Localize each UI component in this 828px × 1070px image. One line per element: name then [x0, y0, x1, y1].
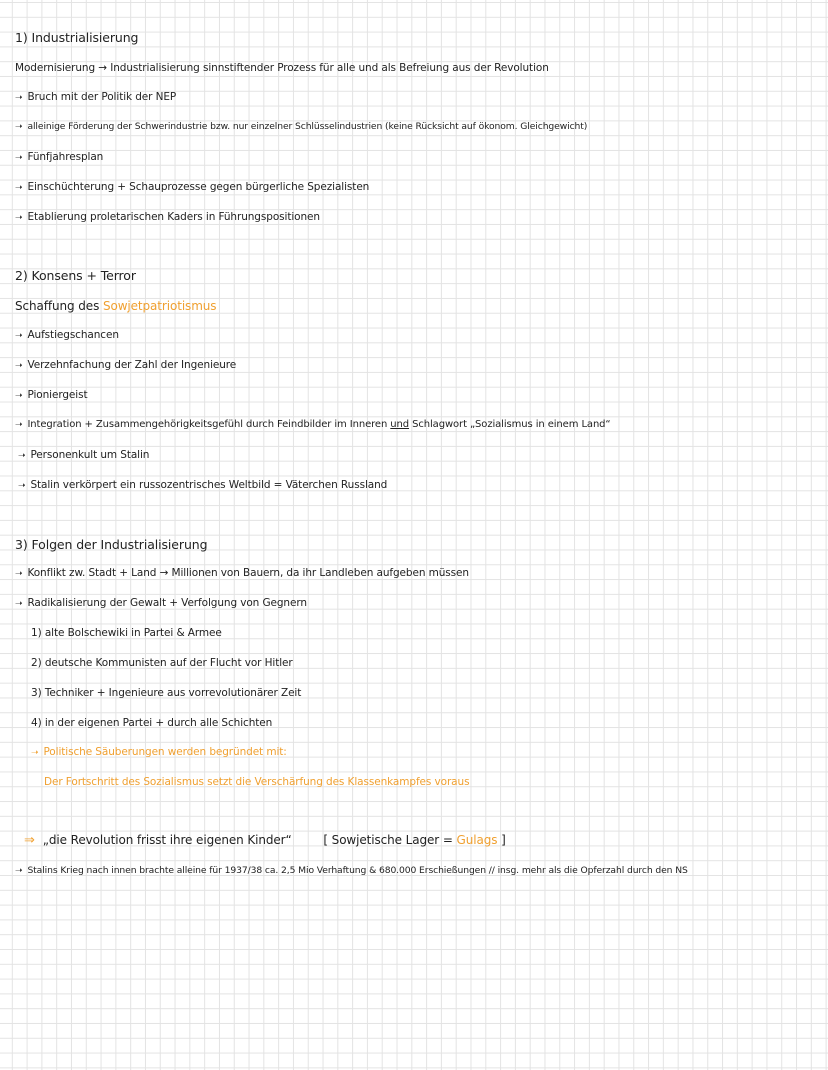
arrow-icon: ➝ [15, 93, 23, 103]
arrow-icon: ➝ [18, 451, 26, 461]
list-item: ➝ Radikalisierung der Gewalt + Verfolgung von Gegnern [15, 597, 307, 609]
orange-quote: Der Fortschritt des Sozialismus setzt die Verschärfung des Klassenkampfes voraus [44, 776, 470, 788]
list-item: ➝ Etablierung proletarischen Kaders in Führungspositionen [15, 211, 320, 223]
arrow-icon: ➝ [15, 361, 23, 371]
numbered-item: 2) deutsche Kommunisten auf der Flucht vor Hitler [31, 657, 293, 669]
list-item: ➝ Fünfjahresplan [15, 151, 104, 163]
list-item: ➝ Stalin verkörpert ein russozentrisches Weltbild = Väterchen Russland [18, 479, 388, 491]
list-item: ➝ Aufstiegschancen [15, 329, 119, 341]
list-item: ➝ Verzehnfachung der Zahl der Ingenieure [15, 359, 237, 371]
section2-heading: 2) Konsens + Terror [15, 268, 136, 283]
orange-point: ➝ Politische Säuberungen werden begründet mit: [31, 746, 287, 758]
list-item: ➝ Personenkult um Stalin [18, 449, 150, 461]
list-item: ➝ Integration + Zusammengehörigkeitsgefühl durch Feindbilder im Inneren und Schlagwort „Sozialismus in einem Land“ [15, 419, 611, 430]
arrow-icon: ➝ [15, 599, 23, 609]
final-line: ➝ Stalins Krieg nach innen brachte alleine für 1937/38 ca. 2,5 Mio Verhaftung & 680.000 Erschießungen // insg. mehr als die Opferzahl durch den NS [15, 865, 688, 876]
arrow-icon: ➝ [15, 213, 23, 223]
arrow-icon: ➝ [15, 331, 23, 341]
highlight-term: Gulags [456, 833, 498, 847]
numbered-item: 1) alte Bolschewiki in Partei & Armee [31, 627, 222, 639]
section1-definition: Modernisierung → Industrialisierung sinnstiftender Prozess für alle und als Befreiung aus der Revolution [15, 62, 549, 74]
list-item: ➝ alleinige Förderung der Schwerindustrie bzw. nur einzelner Schlüsselindustrien (keine Rücksicht auf ökonom. Gleichgewicht) [15, 121, 588, 132]
arrow-icon: ➝ [15, 420, 23, 430]
section1-heading: 1) Industrialisierung [15, 30, 139, 45]
numbered-item: 3) Techniker + Ingenieure aus vorrevolutionärer Zeit [31, 687, 302, 699]
arrow-icon: ➝ [15, 183, 23, 193]
list-item: ➝ Einschüchterung + Schauprozesse gegen bürgerliche Spezialisten [15, 181, 370, 193]
section3-heading: 3) Folgen der Industrialisierung [15, 537, 208, 552]
arrow-icon: ➝ [18, 481, 26, 491]
list-item: ➝ Konflikt zw. Stadt + Land → Millionen von Bauern, da ihr Landleben aufgeben müssen [15, 567, 469, 579]
list-item: ➝ Pioniergeist [15, 389, 88, 401]
numbered-item: 4) in der eigenen Partei + durch alle Schichten [31, 717, 273, 729]
arrow-icon: ➝ [31, 748, 39, 758]
arrow-icon: ➝ [15, 391, 23, 401]
arrow-icon: ➝ [15, 569, 23, 579]
arrow-icon: ➝ [15, 866, 23, 876]
arrow-icon: ➝ [15, 122, 23, 132]
highlight-term: Sowjetpatriotismus [102, 299, 217, 313]
double-arrow-icon: ⇒ [24, 833, 35, 848]
closing-quote-line: ⇒ „die Revolution frisst ihre eigenen Kinder“ [ Sowjetische Lager = Gulags ] [24, 833, 506, 848]
section2-intro: Schaffung des Sowjetpatriotismus [15, 299, 217, 313]
list-item: ➝ Bruch mit der Politik der NEP [15, 91, 177, 103]
arrow-icon: ➝ [15, 153, 23, 163]
